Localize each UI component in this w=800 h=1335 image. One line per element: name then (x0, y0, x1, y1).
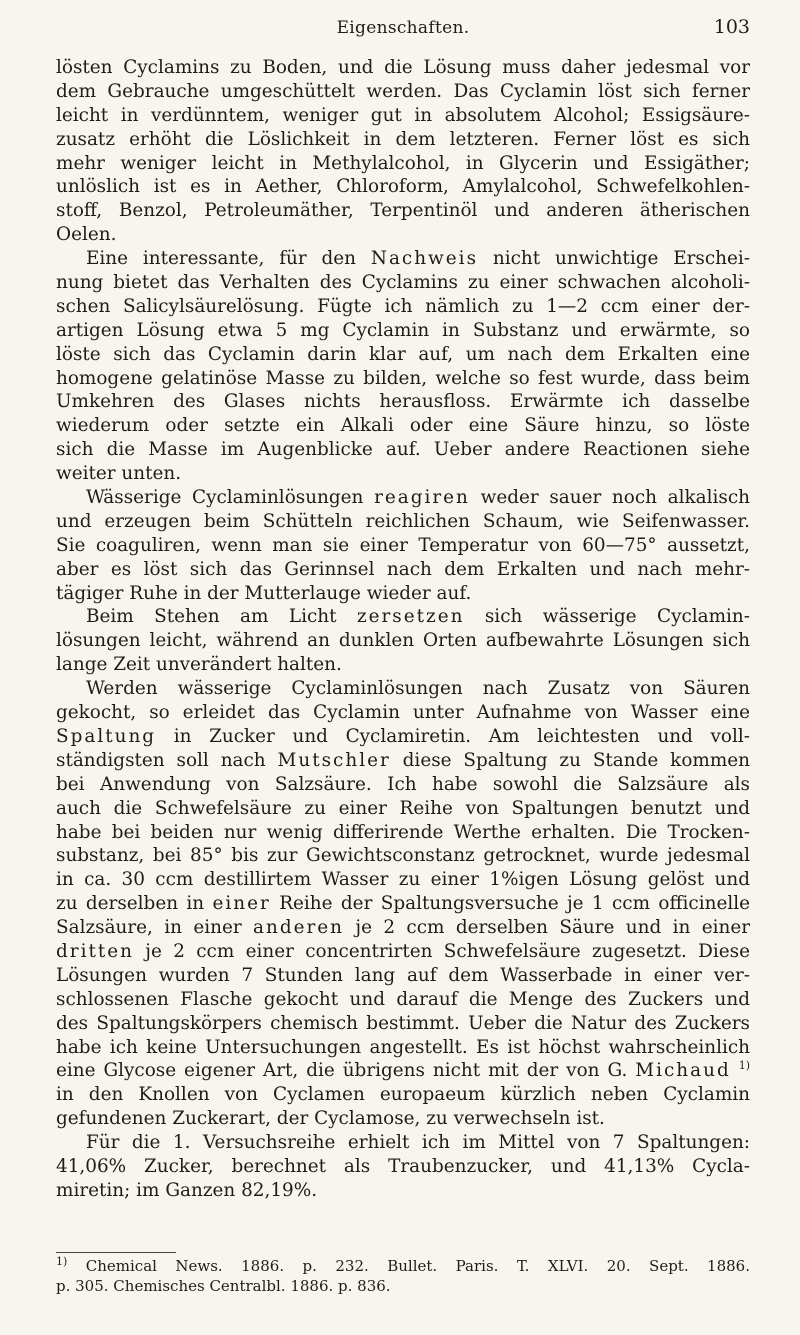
spaced-emphasis: Nachweis (370, 248, 479, 270)
text-run: nung bietet das Verhalten des Cyclamins zu einer schwachen alcoholi- (56, 272, 750, 294)
text-run: schen Salicylsäurelösung. Fügte ich nämlich zu 1—2 ccm einer der- (56, 295, 750, 317)
spaced-emphasis: dritten (56, 940, 134, 962)
text-line (56, 1179, 750, 1203)
text-run: je 2 ccm derselben Säure und in einer (344, 917, 751, 939)
running-head: Eigenschaften. (336, 18, 470, 38)
text-run: auch die Schwefelsäure zu einer Reihe von Spaltungen benutzt und (56, 797, 750, 819)
text-line (56, 988, 750, 1012)
footnote-line (56, 1256, 750, 1276)
text-run: Werden wässerige Cyclaminlösungen nach Zusatz von Säuren (86, 678, 750, 700)
text-line (56, 653, 750, 677)
text-run: in den Knollen von Cyclamen europaeum kürzlich neben Cyclamin (56, 1084, 750, 1106)
text-run: gefundenen Zuckerart, der Cyclamose, zu verwechseln ist. (56, 1108, 605, 1130)
text-line (56, 271, 750, 295)
text-run: je 2 ccm einer concentrirten Schwefelsäure zugesetzt. Diese (133, 940, 750, 962)
text-run: in ca. 30 ccm destillirtem Wasser zu einer 1%igen Lösung gelöst und (56, 869, 750, 891)
text-line (56, 1155, 750, 1179)
footnotes (56, 1256, 750, 1296)
text-line (56, 1059, 750, 1083)
spaced-emphasis: Mutschler (277, 749, 391, 771)
text-line (56, 749, 750, 773)
text-run: des Spaltungskörpers chemisch bestimmt. Ueber die Natur des Zuckers (56, 1012, 750, 1034)
text-run: weder sauer noch alkalisch (469, 487, 750, 509)
text-line (56, 319, 750, 343)
text-line (56, 343, 750, 367)
text-run: zu derselben in (56, 893, 213, 915)
text-line (56, 128, 750, 152)
text-run: stoff, Benzol, Petroleumäther, Terpentinöl und anderen ätherischen (56, 200, 750, 222)
text-run: wiederum oder setzte ein Alkali oder eine Säure hinzu, so löste (56, 415, 750, 437)
text-line (56, 1012, 750, 1036)
text-line (56, 821, 750, 845)
text-run: ständigsten soll nach (56, 749, 278, 771)
text-run: tägiger Ruhe in der Mutterlauge wieder auf. (56, 582, 472, 604)
text-run: substanz, bei 85° bis zur Gewichtsconstanz getrocknet, wurde jedesmal (56, 845, 750, 867)
text-line (56, 152, 750, 176)
text-run: Lösungen wurden 7 Stunden lang auf dem Wasserbade in einer ver- (56, 964, 750, 986)
text-run: unlöslich ist es in Aether, Chloroform, Amylalcohol, Schwefelkohlen- (56, 176, 750, 198)
text-line (56, 1083, 750, 1107)
text-line (56, 438, 750, 462)
footnote-line (56, 1276, 750, 1296)
text-line (56, 964, 750, 988)
body-text (56, 56, 750, 1203)
spaced-emphasis: anderen (253, 917, 345, 939)
text-line (56, 773, 750, 797)
text-line (56, 247, 750, 271)
spaced-emphasis: Michaud (635, 1060, 731, 1082)
text-run: sich wässerige Cyclamin- (464, 606, 750, 628)
text-line (56, 844, 750, 868)
text-run: sich die Masse im Augenblicke auf. Ueber andere Reactionen siehe (56, 439, 750, 461)
text-line (56, 868, 750, 892)
text-line (56, 462, 750, 486)
text-line (56, 629, 750, 653)
text-line (56, 605, 750, 629)
text-run: leicht in verdünntem, weniger gut in absolutem Alcohol; Essigsäure- (56, 104, 750, 126)
text-run: lösungen leicht, während an dunklen Orten aufbewahrte Lösungen sich (56, 630, 750, 652)
text-run: miretin; im Ganzen 82,19%. (56, 1179, 318, 1201)
page-number: 103 (713, 16, 750, 38)
text-line (56, 534, 750, 558)
text-run: schlossenen Flasche gekocht und darauf die Menge des Zuckers und (56, 988, 750, 1010)
text-run: artigen Lösung etwa 5 mg Cyclamin in Substanz und erwärmte, so (56, 319, 750, 341)
text-run: und erzeugen beim Schütteln reichlichen Schaum, wie Seifenwasser. (56, 510, 750, 532)
text-run: in Zucker und Cyclamiretin. Am leichtesten und voll- (156, 725, 750, 747)
text-line (56, 104, 750, 128)
text-run: zusatz erhöht die Löslichkeit in dem letzteren. Ferner löst es sich (56, 128, 750, 150)
text-run: eine Glycose eigener Art, die übrigens nicht mit der von G. (56, 1060, 636, 1082)
spaced-emphasis: Spaltung (56, 725, 157, 747)
text-run: 41,06% Zucker, berechnet als Traubenzucker, und 41,13% Cycla- (56, 1155, 750, 1177)
text-run: lösten Cyclamins zu Boden, und die Lösung muss daher jedesmal vor (56, 57, 750, 78)
text-line (56, 797, 750, 821)
text-line (56, 1131, 750, 1155)
text-line (56, 677, 750, 701)
text-line (56, 510, 750, 534)
text-run: weiter unten. (56, 463, 182, 485)
text-line (56, 199, 750, 223)
text-run: Reihe der Spaltungsversuche je 1 ccm officinelle (270, 893, 750, 915)
text-run: bei Anwendung von Salzsäure. Ich habe sowohl die Salzsäure als (56, 773, 750, 795)
text-run: gekocht, so erleidet das Cyclamin unter Aufnahme von Wasser eine (56, 702, 750, 724)
text-run: Eine interessante, für den (86, 248, 371, 270)
text-line (56, 558, 750, 582)
text-line (56, 916, 750, 940)
text-run: Salzsäure, in einer (56, 917, 254, 939)
spaced-emphasis: einer (212, 893, 271, 915)
text-run: lange Zeit unverändert halten. (56, 654, 342, 676)
text-line (56, 701, 750, 725)
text-line (56, 390, 750, 414)
text-line (56, 295, 750, 319)
spaced-emphasis: zersetzen (356, 606, 465, 628)
text-run: Beim Stehen am Licht (86, 606, 357, 628)
text-line (56, 582, 750, 606)
page-header (56, 14, 750, 44)
text-run: löste sich das Cyclamin darin klar auf, um nach dem Erkalten eine (56, 343, 750, 365)
spaced-emphasis: reagiren (374, 487, 470, 509)
footnote-rule (56, 1252, 176, 1253)
text-run: Sie coaguliren, wenn man sie einer Temperatur von 60—75° aussetzt, (56, 534, 750, 556)
text-run: Umkehren des Glases nichts herausfloss. Erwärmte ich dasselbe (56, 391, 750, 413)
text-line (56, 725, 750, 749)
text-line (56, 80, 750, 104)
text-run: nicht unwichtige Erschei- (478, 248, 750, 270)
text-line (56, 414, 750, 438)
text-run: Chemical News. 1886. p. 232. Bullet. Paris. T. XLVI. 20. Sept. 1886. (67, 1257, 750, 1275)
text-run: aber es löst sich das Gerinnsel nach dem Erkalten und nach mehr- (56, 558, 750, 580)
text-line (56, 892, 750, 916)
text-line (56, 940, 750, 964)
text-run: Wässerige Cyclaminlösungen (86, 487, 375, 509)
text-run: Oelen. (56, 224, 117, 246)
text-run: mehr weniger leicht in Methylalcohol, in Glycerin und Essigäther; (56, 152, 750, 174)
text-run: diese Spaltung zu Stande kommen (390, 749, 750, 771)
text-run: dem Gebrauche umgeschüttelt werden. Das Cyclamin löst sich ferner (56, 80, 750, 102)
text-run (731, 1060, 739, 1081)
footnote-reference[interactable]: 1) (738, 1059, 750, 1073)
text-line (56, 223, 750, 247)
text-line (56, 486, 750, 510)
text-run: p. 305. Chemisches Centralbl. 1886. p. 836. (56, 1277, 391, 1295)
text-line (56, 367, 750, 391)
text-run: habe bei beiden nur wenig differirende Werthe erhalten. Die Trocken- (56, 821, 750, 843)
text-run: Für die 1. Versuchsreihe erhielt ich im Mittel von 7 Spaltungen: (86, 1132, 750, 1154)
text-run: habe ich keine Untersuchungen angestellt. Es ist höchst wahrscheinlich (56, 1036, 750, 1058)
text-line (56, 56, 750, 80)
text-run: homogene gelatinöse Masse zu bilden, welche so fest wurde, dass beim (56, 367, 750, 389)
text-line (56, 1107, 750, 1131)
text-line (56, 175, 750, 199)
text-line (56, 1036, 750, 1060)
footnote-marker: 1) (56, 1255, 68, 1268)
